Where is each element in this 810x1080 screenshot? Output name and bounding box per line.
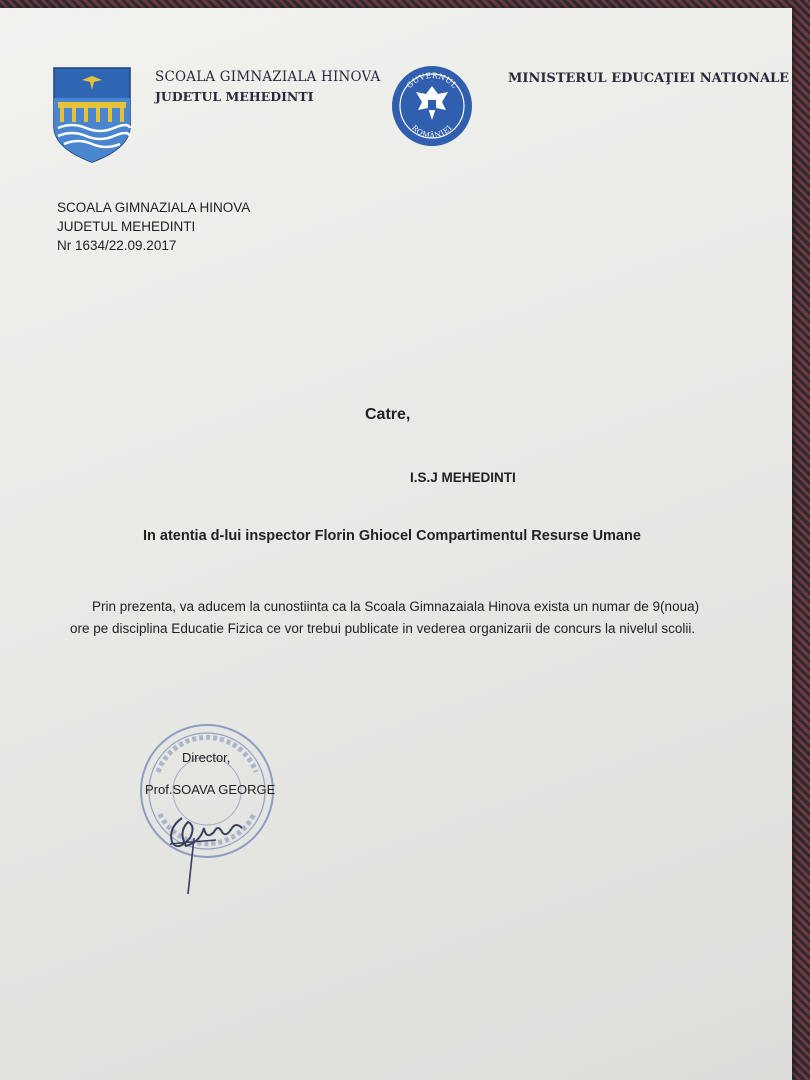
svg-text:GUVERNUL: GUVERNUL — [404, 70, 460, 91]
svg-text:ROMÂNIEI: ROMÂNIEI — [409, 123, 455, 141]
letterhead-ministry: MINISTERUL EDUCAŢIEI NATIONALE — [508, 71, 790, 86]
letterhead-school-name: SCOALA GIMNAZIALA HINOVA — [155, 69, 381, 85]
government-seal-icon — [390, 64, 474, 148]
school-crest-icon — [52, 66, 132, 164]
recipient-name: I.S.J MEHEDINTI — [410, 470, 516, 485]
body-line-1: Prin prezenta, va aducem la cunostiinta ca la Scoala Gimnazaiala Hinova exista un numar de 9(noua) — [92, 599, 700, 614]
attention-line: In atentia d-lui inspector Florin Ghiocel Compartimentul Resurse Umane — [143, 528, 641, 544]
letter-body — [70, 596, 730, 640]
signature-name: Prof.SOAVA GEORGE — [145, 782, 276, 797]
sender-school: SCOALA GIMNAZIALA HINOVA — [57, 200, 251, 215]
letter-page — [0, 8, 792, 1080]
letterhead-school — [155, 68, 381, 106]
sender-county: JUDETUL MEHEDINTI — [57, 219, 196, 234]
registration-number: Nr 1634/22.09.2017 — [57, 238, 177, 253]
handwritten-signature-icon — [160, 798, 260, 898]
recipient-label: Catre, — [365, 406, 411, 423]
body-line-2: ore pe disciplina Educatie Fizica ce vor trebui publicate in vederea organizarii de concurs la nivelul scolii. — [70, 621, 696, 636]
signature-role: Director, — [182, 750, 231, 765]
letterhead-county: JUDETUL MEHEDINTI — [155, 89, 314, 104]
sender-block — [57, 198, 250, 255]
